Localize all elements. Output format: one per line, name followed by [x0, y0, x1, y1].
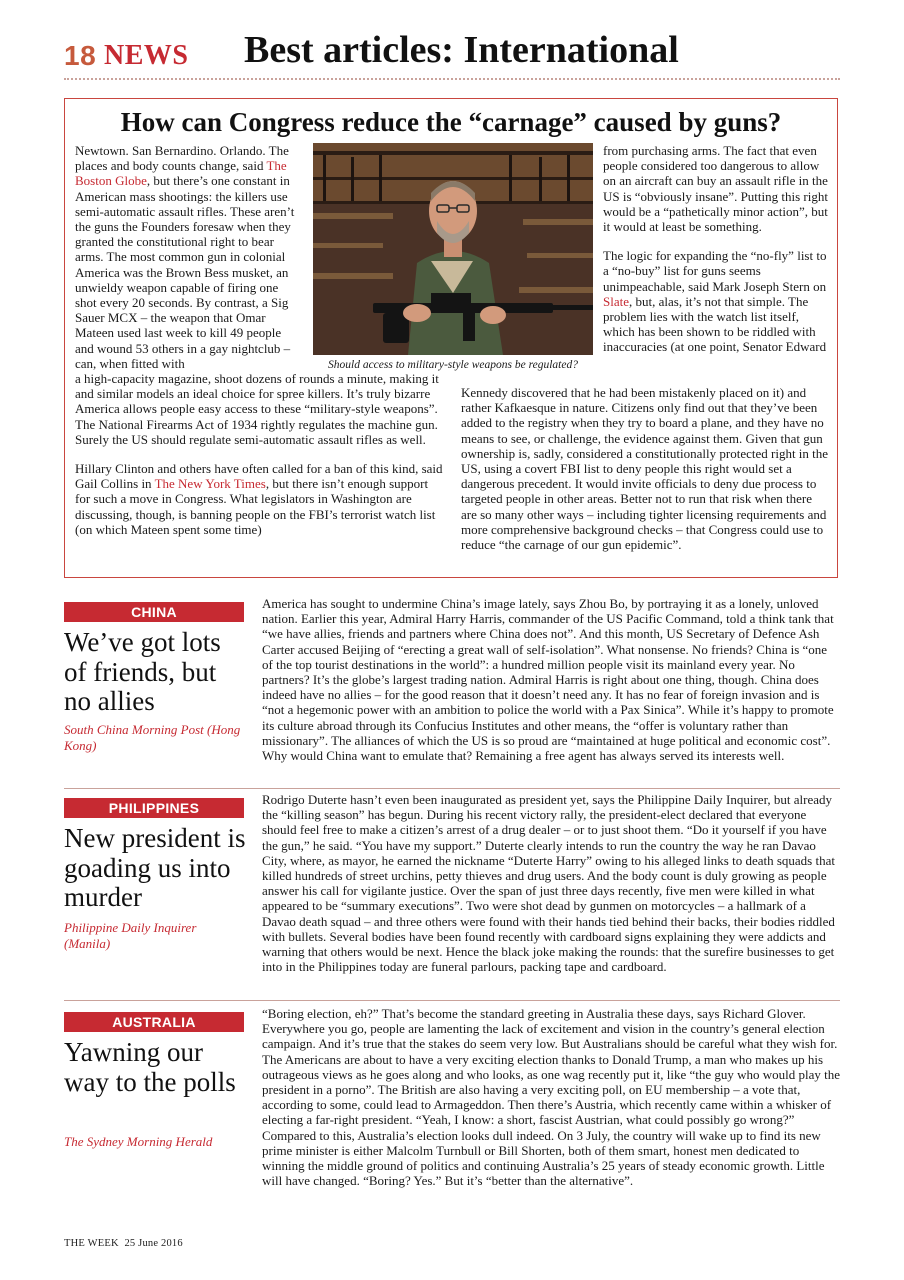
source-link-boston-globe: The Boston Globe [75, 158, 287, 189]
page-title: Best articles: International [244, 29, 679, 71]
brief-headline: New president is goading us into murder [64, 823, 246, 912]
country-tag: CHINA [64, 602, 244, 622]
country-tag: AUSTRALIA [64, 1012, 244, 1032]
feature-paragraph: Hillary Clinton and others have often called for a ban of this kind, said Gail Collins in The New York Times, but there isn’t enough support for such a move in Congress. What legislators in Washington are discussing, though, is banning people on the FBI’s terrorist watch list (on which Mateen spent some time) [75, 461, 443, 537]
feature-paragraph: Newtown. San Bernardino. Orlando. The places and body counts change, said The Boston Globe, but there’s one constant in American mass shootings: the killers use semi-automatic assault rifles. These aren’t the guns the Founders foresaw when they granted the constitutional right to bear arms. The most common gun in colonial America was the Brown Bess musket, an unwieldy weapon capable of firing one shot every 20 seconds. By contrast, a Sig Sauer MCX – the weapon that Omar Mateen used last week to kill 49 people and wound 53 others in a gay nightclub – can, when fitted with [75, 143, 295, 371]
brief-headline: Yawning our way to the polls [64, 1037, 236, 1097]
page-footer [64, 1238, 183, 1249]
feature-lower-left [75, 371, 443, 537]
brief-body: America has sought to undermine China’s image lately, says Zhou Bo, by portraying it as a lonely, unloved nation. Earlier this year, Admiral Harry Harris, commander of the US Pacific Command, told a think tank that “we have allies, friends and partners where China does not”. And this month, US Secretary of Defence Ash Carter accused Beijing of “erecting a great wall of self-isolation”. What nonsense. No friends? China is “one of the top tourist destinations in the world”: a hundred million people visit its mainland every year. No partners? It’s the globe’s largest trading nation. Admiral Harris is right about one thing, though. China does indeed have no allies – for the good reason that it doesn’t need any. It has no fear of foreign invasion and is “not a hegemonic power with an ambition to police the world with a Pax Sinica”. While it’s happy to promote its culture abroad through its Confucius Institutes and other means, the “offer is voluntary rather than missionary”. The alliances of which the US is so proud are “maintained at huge political and economic cost”. Why would China want to emulate that? Remaining a free agent has always served its interests well. [262, 596, 834, 764]
brief-divider [64, 788, 840, 789]
brief-divider [64, 1000, 840, 1001]
feature-left-column [75, 143, 303, 371]
feature-image [313, 143, 593, 375]
feature-paragraph: from purchasing arms. The fact that even people considered too dangerous to allow on an aircraft can buy an assault rifle in the US is “obviously insane”. Putting this right would be a “pathetically minor action”, but it would at least be something. [603, 143, 828, 235]
brief-source: South China Morning Post (Hong Kong) [64, 722, 241, 753]
country-tag: PHILIPPINES [64, 798, 244, 818]
man-holding-rifle-illustration [313, 143, 593, 355]
source-link-slate: Slate [603, 293, 629, 309]
brief-source: The Sydney Morning Herald [64, 1134, 213, 1149]
feature-paragraph: The logic for expanding the “no-fly” list to a “no-buy” list for guns seems unimpeachable, said Mark Joseph Stern on Slate, but, alas, it’s not that simple. The problem lies with the watch list itself, which has been shown to be riddled with inaccuracies (at one point, Senator Edward [603, 248, 827, 355]
masthead-divider [64, 78, 840, 80]
section-label: NEWS [104, 40, 189, 71]
feature-article [64, 98, 838, 578]
brief-source: Philippine Daily Inquirer (Manila) [64, 920, 197, 951]
feature-paragraph: a high-capacity magazine, shoot dozens of rounds a minute, making it and similar models an ideal choice for spree killers. It’s truly bizarre America allows people easy access to these “military-style weapons”. The National Firearms Act of 1934 rightly regulates the machine gun. Surely the US should regulate semi-automatic assault rifles as well. [75, 371, 439, 447]
feature-headline: How can Congress reduce the “carnage” caused by guns? [120, 107, 782, 137]
image-caption: Should access to military-style weapons be regulated? [328, 359, 578, 371]
feature-lower-right [461, 385, 829, 552]
feature-paragraph: Kennedy discovered that he had been mistakenly placed on it) and rather Kafkaesque in nature. Citizens only find out that they’ve been added to the registry when they try to board a plane, and they have no means to see, or challenge, the evidence against them. Given that gun ownership is, sadly, considered a constitutionally protected right in the US, using a covert FBI list to deny people this right would set a dangerous precedent. It would invite officials to deny due process to targeted people in other areas. Better not to run that risk when there are so many other ways – including tighter licensing requirements and more comprehensive background checks – that Congress could use to reduce “the carnage of our gun epidemic”. [461, 385, 829, 553]
issue-date: 25 June 2016 [124, 1238, 183, 1249]
brief-headline: We’ve got lots of friends, but no allies [64, 627, 221, 716]
brief-body: “Boring election, eh?” That’s become the standard greeting in Australia these days, says Richard Glover. Everywhere you go, people are lamenting the lack of excitement and vision in the country’s general election campaign. And it’s true that the stakes do seem very low. But Australians should be careful what they wish for. The Americans are about to have a very exciting election thanks to Donald Trump, a man who makes up his outrageous views as he goes along and who looks, as one wag recently put it, like “the guy who would play the president in a porno”. The British are also having a very exciting poll, on EU membership – a vote that, according to some, could lead to Armageddon. Then there’s Austria, which recently came within a whisker of electing a far-right president. “Yeah, I know: a short, fascist Austrian, what could possibly go wrong?” Compared to this, Australia’s election looks dull indeed. On 3 July, the country will wake up to find its new prime minister is either Malcolm Turnbull or Bill Shorten, both of them smart, honest men dedicated to winning the middle ground of politics and continuing Australia’s 25 years of steady economic growth. Little will have changed. “Boring? Yes.” But it’s “better than the alternative”. [262, 1006, 841, 1189]
page-number: 18 [64, 40, 97, 71]
source-link-nyt: The New York Times [154, 476, 266, 492]
publication-name: THE WEEK [64, 1238, 119, 1249]
feature-right-column [603, 143, 829, 355]
brief-body: Rodrigo Duterte hasn’t even been inaugurated as president yet, says the Philippine Daily Inquirer, but already the “killing season” has begun. During his recent victory rally, the president-elect declared that everyone should feel free to make a citizen’s arrest of a drug dealer – or to just shoot them. “Do it yourself if you have the gun,” he said. “You have my support.” Duterte clearly intends to run the country the way he ran Davao City, where, as mayor, he earned the nickname “Duterte Harry” owing to his alleged links to death squads that killed hundreds of street urchins, petty thieves and drug users. And the body count is duly growing as people answer his call for vigilante justice. Over the span of just three days recently, five men were killed in what appeared to be “summary executions”. Two were shot dead by gunmen on motorcycles – a hallmark of a Davao death squad – and three others were found with their hands tied behind their backs, their bodies riddled with bullets. Several bodies have been found recently with cardboard signs explaining they were addicts and warning that others would be next. Hence the black joke making the rounds: that the surefire businesses to get into in the Philippines today are funeral parlours, packing tape and cardboard. [262, 792, 835, 975]
masthead [64, 28, 840, 84]
gun-photo [313, 143, 593, 355]
